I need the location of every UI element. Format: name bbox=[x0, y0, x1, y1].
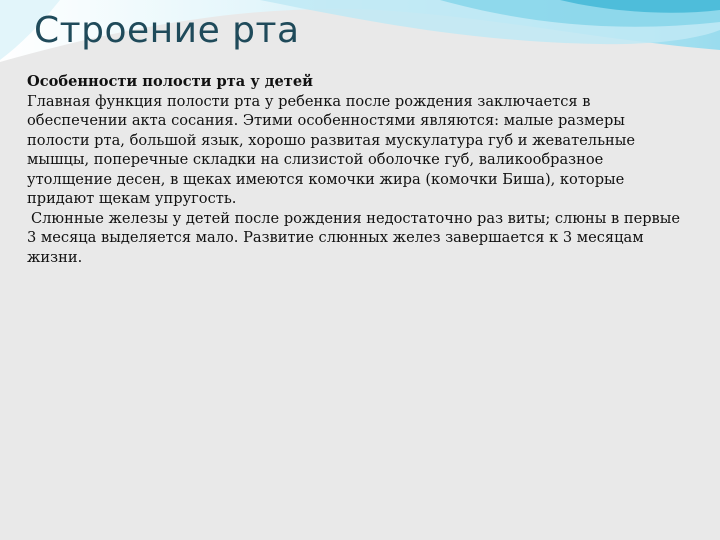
subheading: Особенности полости рта у детей bbox=[27, 73, 313, 90]
paragraph-salivary-glands: Слюнные железы у детей после рождения недостаточно раз виты; слюны в первые 3 месяца выделяется мало. Развитие слюнных желез завершается к 3 месяцам жизни. bbox=[27, 209, 681, 266]
slide-title: Строение рта bbox=[34, 10, 300, 51]
slide-body bbox=[27, 72, 687, 267]
paragraph-main-function: Главная функция полости рта у ребенка после рождения заключается в обеспечении акта сосания. Этими особенностями являются: малые размеры полости рта, большой язык, хорошо развитая мускулатура губ и жевательные мышцы, поперечные складки на слизистой оболочке губ, валикообразное утолщение десен, в щеках имеются комочки жира (комочки Биша), которые придают щекам упругость. bbox=[27, 92, 636, 207]
